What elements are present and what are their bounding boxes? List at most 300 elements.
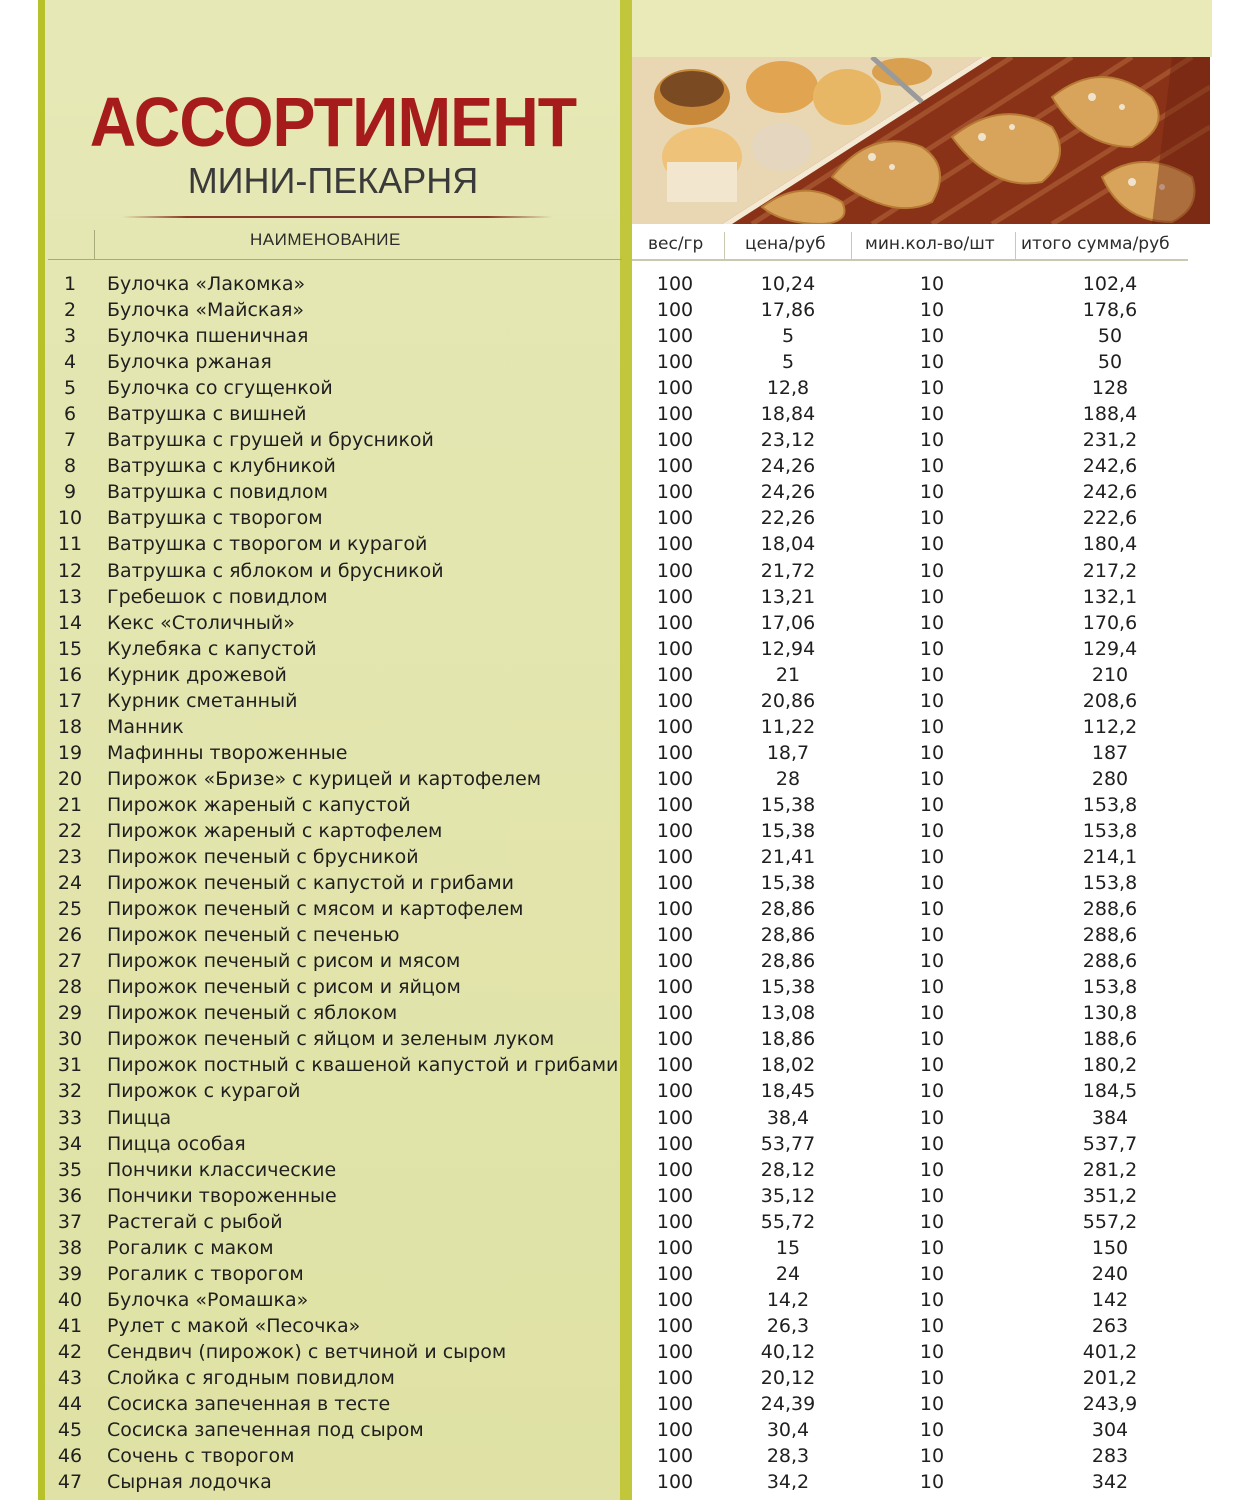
table-row — [0, 688, 1240, 714]
item-total: 150 — [1091, 1236, 1129, 1259]
item-price: 18,84 — [760, 403, 816, 426]
item-total: 201,2 — [1082, 1366, 1138, 1389]
row-number: 43 — [57, 1366, 83, 1389]
item-total: 242,6 — [1082, 481, 1138, 504]
item-price: 11,22 — [760, 715, 816, 738]
row-number: 14 — [57, 611, 83, 634]
row-number: 26 — [57, 924, 83, 947]
item-name: Сендвич (пирожок) с ветчиной и сыром — [107, 1340, 507, 1363]
item-name: Булочка со сгущенкой — [107, 377, 333, 400]
item-total: 130,8 — [1082, 1002, 1138, 1025]
table-row — [0, 896, 1240, 922]
item-price: 10,24 — [760, 273, 816, 295]
row-number: 31 — [57, 1054, 83, 1077]
row-number: 2 — [63, 299, 77, 322]
item-min-qty: 10 — [919, 611, 945, 634]
item-price: 18,04 — [760, 533, 816, 556]
item-total: 188,6 — [1082, 1028, 1138, 1051]
item-total: 210 — [1091, 663, 1129, 686]
item-total: 280 — [1091, 767, 1129, 790]
item-weight: 100 — [656, 1158, 694, 1181]
item-weight: 100 — [656, 1262, 694, 1285]
row-number: 25 — [57, 898, 83, 921]
header-underline — [48, 259, 622, 260]
item-total: 132,1 — [1082, 585, 1138, 608]
row-number: 42 — [57, 1340, 83, 1363]
item-price: 24,26 — [760, 481, 816, 504]
item-min-qty: 10 — [919, 1419, 945, 1442]
item-total: 242,6 — [1082, 455, 1138, 478]
column-header-name: НАИМЕНОВАНИЕ — [250, 230, 401, 249]
table-row — [0, 1131, 1240, 1157]
item-total: 180,2 — [1082, 1054, 1138, 1077]
item-total: 129,4 — [1082, 637, 1138, 660]
item-name: Рогалик с маком — [107, 1236, 274, 1259]
item-weight: 100 — [656, 377, 694, 400]
item-weight: 100 — [656, 1184, 694, 1207]
item-total: 170,6 — [1082, 611, 1138, 634]
item-price: 30,4 — [766, 1419, 810, 1442]
table-row — [0, 636, 1240, 662]
row-number: 20 — [57, 767, 83, 790]
row-number: 28 — [57, 976, 83, 999]
item-min-qty: 10 — [919, 1158, 945, 1181]
item-price: 28,12 — [760, 1158, 816, 1181]
item-price: 13,21 — [760, 585, 816, 608]
item-min-qty: 10 — [919, 455, 945, 478]
item-min-qty: 10 — [919, 403, 945, 426]
item-min-qty: 10 — [919, 819, 945, 842]
item-name: Булочка пшеничная — [107, 325, 309, 348]
item-name: Сосиска запеченная под сыром — [107, 1419, 424, 1442]
item-min-qty: 10 — [919, 689, 945, 712]
header-separator — [851, 232, 852, 260]
table-row — [0, 401, 1240, 427]
table-row — [0, 1391, 1240, 1417]
item-total: 217,2 — [1082, 559, 1138, 582]
item-price: 24 — [775, 1262, 801, 1285]
column-header-min-qty: мин.кол-во/шт — [865, 234, 995, 254]
item-price: 53,77 — [760, 1132, 816, 1155]
item-name: Пицца — [107, 1106, 172, 1129]
item-total: 142 — [1091, 1288, 1129, 1311]
item-name: Пирожок печеный с печенью — [107, 924, 400, 947]
table-row — [0, 1261, 1240, 1287]
item-min-qty: 10 — [919, 1366, 945, 1389]
item-name: Кулебяка с капустой — [107, 637, 317, 660]
item-name: Булочка «Ромашка» — [107, 1288, 309, 1311]
row-number: 19 — [57, 741, 83, 764]
item-min-qty: 10 — [919, 1262, 945, 1285]
item-total: 187 — [1091, 741, 1129, 764]
row-number: 9 — [63, 481, 77, 504]
item-price: 12,8 — [766, 377, 810, 400]
item-name: Рогалик с творогом — [107, 1262, 304, 1285]
item-weight: 100 — [656, 455, 694, 478]
item-price: 12,94 — [760, 637, 816, 660]
row-number: 11 — [57, 533, 83, 556]
item-name: Пирожок жареный с картофелем — [107, 819, 443, 842]
item-weight: 100 — [656, 559, 694, 582]
row-number: 38 — [57, 1236, 83, 1259]
row-number: 47 — [57, 1471, 83, 1494]
item-min-qty: 10 — [919, 1471, 945, 1494]
item-name: Пирожок печеный с брусникой — [107, 846, 419, 869]
item-total: 557,2 — [1082, 1210, 1138, 1233]
item-weight: 100 — [656, 273, 694, 295]
item-weight: 100 — [656, 793, 694, 816]
item-name: Пирожок печеный с рисом и мясом — [107, 950, 461, 973]
table-row — [0, 1183, 1240, 1209]
item-weight: 100 — [656, 1445, 694, 1468]
table-row — [0, 427, 1240, 453]
item-price: 28 — [775, 767, 801, 790]
item-min-qty: 10 — [919, 559, 945, 582]
item-weight: 100 — [656, 299, 694, 322]
item-name: Пирожок жареный с капустой — [107, 793, 411, 816]
item-weight: 100 — [656, 1054, 694, 1077]
item-name: Рулет с макой «Песочка» — [107, 1314, 361, 1337]
item-price: 34,2 — [766, 1471, 810, 1494]
item-min-qty: 10 — [919, 950, 945, 973]
item-min-qty: 10 — [919, 767, 945, 790]
item-name: Курник дрожевой — [107, 663, 287, 686]
table-row — [0, 375, 1240, 401]
table-row — [0, 1339, 1240, 1365]
item-min-qty: 10 — [919, 637, 945, 660]
row-number: 5 — [63, 377, 77, 400]
item-min-qty: 10 — [919, 1054, 945, 1077]
row-number: 27 — [57, 950, 83, 973]
page-subtitle: МИНИ-ПЕКАРНЯ — [187, 160, 479, 201]
row-number: 24 — [57, 872, 83, 895]
item-total: 288,6 — [1082, 924, 1138, 947]
row-number: 17 — [57, 689, 83, 712]
item-total: 401,2 — [1082, 1340, 1138, 1363]
row-number: 13 — [57, 585, 83, 608]
item-total: 214,1 — [1082, 846, 1138, 869]
item-name: Булочка «Майская» — [107, 299, 305, 322]
item-name: Пицца особая — [107, 1132, 246, 1155]
bakery-photo — [632, 57, 1210, 224]
top-banner — [632, 0, 1212, 57]
table-row — [0, 297, 1240, 323]
table-row — [0, 1105, 1240, 1131]
column-header-weight: вес/гр — [648, 234, 704, 254]
item-price: 28,86 — [760, 898, 816, 921]
table-row — [0, 1287, 1240, 1313]
item-price: 28,86 — [760, 924, 816, 947]
row-number: 15 — [57, 637, 83, 660]
item-min-qty: 10 — [919, 1028, 945, 1051]
item-weight: 100 — [656, 1340, 694, 1363]
item-price: 18,02 — [760, 1054, 816, 1077]
item-price: 17,06 — [760, 611, 816, 634]
item-min-qty: 10 — [919, 976, 945, 999]
item-name: Кекс «Столичный» — [107, 611, 295, 634]
table-row — [0, 1235, 1240, 1261]
item-price: 15,38 — [760, 976, 816, 999]
row-number: 10 — [57, 507, 83, 530]
item-price: 21,41 — [760, 846, 816, 869]
item-name: Пирожок «Бризе» с курицей и картофелем — [107, 767, 542, 790]
table-row — [0, 1157, 1240, 1183]
item-weight: 100 — [656, 507, 694, 530]
item-total: 384 — [1091, 1106, 1129, 1129]
item-price: 21 — [775, 663, 801, 686]
table-row — [0, 323, 1240, 349]
item-name: Булочка ржаная — [107, 351, 272, 374]
table-row — [0, 766, 1240, 792]
item-price: 28,3 — [766, 1445, 810, 1468]
table-row — [0, 870, 1240, 896]
item-total: 184,5 — [1082, 1080, 1138, 1103]
item-weight: 100 — [656, 1314, 694, 1337]
row-number: 33 — [57, 1106, 83, 1129]
item-min-qty: 10 — [919, 1132, 945, 1155]
table-row — [0, 558, 1240, 584]
row-number: 4 — [63, 351, 77, 374]
item-price: 22,26 — [760, 507, 816, 530]
item-weight: 100 — [656, 924, 694, 947]
item-min-qty: 10 — [919, 507, 945, 530]
item-total: 102,4 — [1082, 273, 1138, 295]
item-total: 188,4 — [1082, 403, 1138, 426]
item-min-qty: 10 — [919, 377, 945, 400]
item-weight: 100 — [656, 663, 694, 686]
item-name: Ватрушка с клубникой — [107, 455, 336, 478]
header-separator — [1015, 232, 1016, 260]
row-number: 37 — [57, 1210, 83, 1233]
item-price: 5 — [781, 325, 795, 348]
table-row — [0, 349, 1240, 375]
item-min-qty: 10 — [919, 1340, 945, 1363]
table-row — [0, 974, 1240, 1000]
item-min-qty: 10 — [919, 715, 945, 738]
table-row — [0, 505, 1240, 531]
item-min-qty: 10 — [919, 299, 945, 322]
header-separator — [94, 230, 95, 260]
row-number: 35 — [57, 1158, 83, 1181]
item-weight: 100 — [656, 481, 694, 504]
item-price: 35,12 — [760, 1184, 816, 1207]
item-name: Пирожок печеный с яйцом и зеленым луком — [107, 1028, 555, 1051]
item-name: Пирожок печеный с яблоком — [107, 1002, 398, 1025]
item-price: 17,86 — [760, 299, 816, 322]
item-price: 28,86 — [760, 950, 816, 973]
row-number: 41 — [57, 1314, 83, 1337]
item-weight: 100 — [656, 846, 694, 869]
item-min-qty: 10 — [919, 924, 945, 947]
item-price: 18,86 — [760, 1028, 816, 1051]
item-total: 283 — [1091, 1445, 1129, 1468]
item-price: 24,26 — [760, 455, 816, 478]
item-price: 20,12 — [760, 1366, 816, 1389]
item-min-qty: 10 — [919, 481, 945, 504]
item-min-qty: 10 — [919, 793, 945, 816]
header-separator — [724, 232, 725, 260]
item-price: 23,12 — [760, 429, 816, 452]
item-total: 231,2 — [1082, 429, 1138, 452]
table-row — [0, 1000, 1240, 1026]
item-min-qty: 10 — [919, 1210, 945, 1233]
item-weight: 100 — [656, 1393, 694, 1416]
item-weight: 100 — [656, 351, 694, 374]
item-name: Пирожок постный с квашеной капустой и грибами — [107, 1054, 619, 1077]
item-weight: 100 — [656, 429, 694, 452]
item-min-qty: 10 — [919, 325, 945, 348]
item-min-qty: 10 — [919, 1184, 945, 1207]
item-min-qty: 10 — [919, 1445, 945, 1468]
item-weight: 100 — [656, 819, 694, 842]
table-row — [0, 610, 1240, 636]
row-number: 29 — [57, 1002, 83, 1025]
item-weight: 100 — [656, 1288, 694, 1311]
row-number: 18 — [57, 715, 83, 738]
item-name: Слойка с ягодным повидлом — [107, 1366, 395, 1389]
item-weight: 100 — [656, 1471, 694, 1494]
item-weight: 100 — [656, 403, 694, 426]
item-name: Булочка «Лакомка» — [107, 273, 306, 295]
item-weight: 100 — [656, 1028, 694, 1051]
item-weight: 100 — [656, 898, 694, 921]
price-table — [0, 271, 1240, 1495]
table-row — [0, 479, 1240, 505]
table-row — [0, 453, 1240, 479]
item-name: Мафинны твороженные — [107, 741, 348, 764]
item-price: 14,2 — [766, 1288, 810, 1311]
item-name: Гребешок с повидлом — [107, 585, 328, 608]
item-total: 288,6 — [1082, 898, 1138, 921]
item-name: Растегай с рыбой — [107, 1210, 283, 1233]
item-name: Пирожок печеный с мясом и картофелем — [107, 898, 524, 921]
table-row — [0, 740, 1240, 766]
item-total: 208,6 — [1082, 689, 1138, 712]
table-row — [0, 844, 1240, 870]
item-price: 15,38 — [760, 819, 816, 842]
row-number: 45 — [57, 1419, 83, 1442]
table-row — [0, 1078, 1240, 1104]
table-row — [0, 922, 1240, 948]
table-row — [0, 714, 1240, 740]
item-min-qty: 10 — [919, 1314, 945, 1337]
item-total: 537,7 — [1082, 1132, 1138, 1155]
page-title: АССОРТИМЕНТ — [89, 83, 577, 161]
item-weight: 100 — [656, 1236, 694, 1259]
item-total: 153,8 — [1082, 872, 1138, 895]
item-weight: 100 — [656, 1132, 694, 1155]
item-total: 50 — [1097, 351, 1123, 374]
item-name: Ватрушка с творогом и курагой — [107, 533, 428, 556]
item-weight: 100 — [656, 950, 694, 973]
row-number: 36 — [57, 1184, 83, 1207]
item-weight: 100 — [656, 741, 694, 764]
item-name: Ватрушка с вишней — [107, 403, 307, 426]
table-row — [0, 271, 1240, 297]
item-min-qty: 10 — [919, 533, 945, 556]
item-name: Курник сметанный — [107, 689, 298, 712]
table-row — [0, 1469, 1240, 1495]
item-name: Ватрушка с повидлом — [107, 481, 328, 504]
table-row — [0, 1052, 1240, 1078]
item-name: Ватрушка с яблоком и брусникой — [107, 559, 444, 582]
row-number: 23 — [57, 846, 83, 869]
table-row — [0, 1209, 1240, 1235]
item-min-qty: 10 — [919, 1106, 945, 1129]
item-total: 222,6 — [1082, 507, 1138, 530]
row-number: 21 — [57, 793, 83, 816]
header-underline — [632, 259, 1188, 261]
item-price: 20,86 — [760, 689, 816, 712]
item-price: 21,72 — [760, 559, 816, 582]
item-weight: 100 — [656, 689, 694, 712]
item-total: 342 — [1091, 1471, 1129, 1494]
item-price: 18,45 — [760, 1080, 816, 1103]
item-total: 153,8 — [1082, 976, 1138, 999]
item-name: Сосиска запеченная в тесте — [107, 1393, 391, 1416]
table-row — [0, 584, 1240, 610]
item-min-qty: 10 — [919, 585, 945, 608]
item-total: 153,8 — [1082, 819, 1138, 842]
table-row — [0, 531, 1240, 557]
item-weight: 100 — [656, 637, 694, 660]
row-number: 44 — [57, 1393, 83, 1416]
item-weight: 100 — [656, 585, 694, 608]
item-weight: 100 — [656, 1106, 694, 1129]
item-min-qty: 10 — [919, 1288, 945, 1311]
item-min-qty: 10 — [919, 351, 945, 374]
item-weight: 100 — [656, 976, 694, 999]
item-price: 15,38 — [760, 872, 816, 895]
item-weight: 100 — [656, 1366, 694, 1389]
item-min-qty: 10 — [919, 741, 945, 764]
item-total: 112,2 — [1082, 715, 1138, 738]
table-row — [0, 1443, 1240, 1469]
item-weight: 100 — [656, 611, 694, 634]
table-row — [0, 1365, 1240, 1391]
table-row — [0, 948, 1240, 974]
item-name: Сочень с творогом — [107, 1445, 295, 1468]
item-total: 281,2 — [1082, 1158, 1138, 1181]
item-min-qty: 10 — [919, 1236, 945, 1259]
item-price: 26,3 — [766, 1314, 810, 1337]
item-weight: 100 — [656, 1002, 694, 1025]
item-total: 263 — [1091, 1314, 1129, 1337]
table-row — [0, 1313, 1240, 1339]
item-total: 153,8 — [1082, 793, 1138, 816]
item-weight: 100 — [656, 533, 694, 556]
row-number: 1 — [63, 273, 77, 295]
table-row — [0, 662, 1240, 688]
item-total: 288,6 — [1082, 950, 1138, 973]
row-number: 7 — [63, 429, 77, 452]
item-weight: 100 — [656, 1419, 694, 1442]
row-number: 16 — [57, 663, 83, 686]
row-number: 46 — [57, 1445, 83, 1468]
item-price: 18,7 — [766, 741, 810, 764]
item-total: 180,4 — [1082, 533, 1138, 556]
item-total: 50 — [1097, 325, 1123, 348]
table-row — [0, 818, 1240, 844]
item-min-qty: 10 — [919, 663, 945, 686]
column-header-price: цена/руб — [745, 234, 826, 254]
item-weight: 100 — [656, 715, 694, 738]
item-total: 351,2 — [1082, 1184, 1138, 1207]
item-weight: 100 — [656, 1210, 694, 1233]
row-number: 39 — [57, 1262, 83, 1285]
row-number: 32 — [57, 1080, 83, 1103]
row-number: 8 — [63, 455, 77, 478]
